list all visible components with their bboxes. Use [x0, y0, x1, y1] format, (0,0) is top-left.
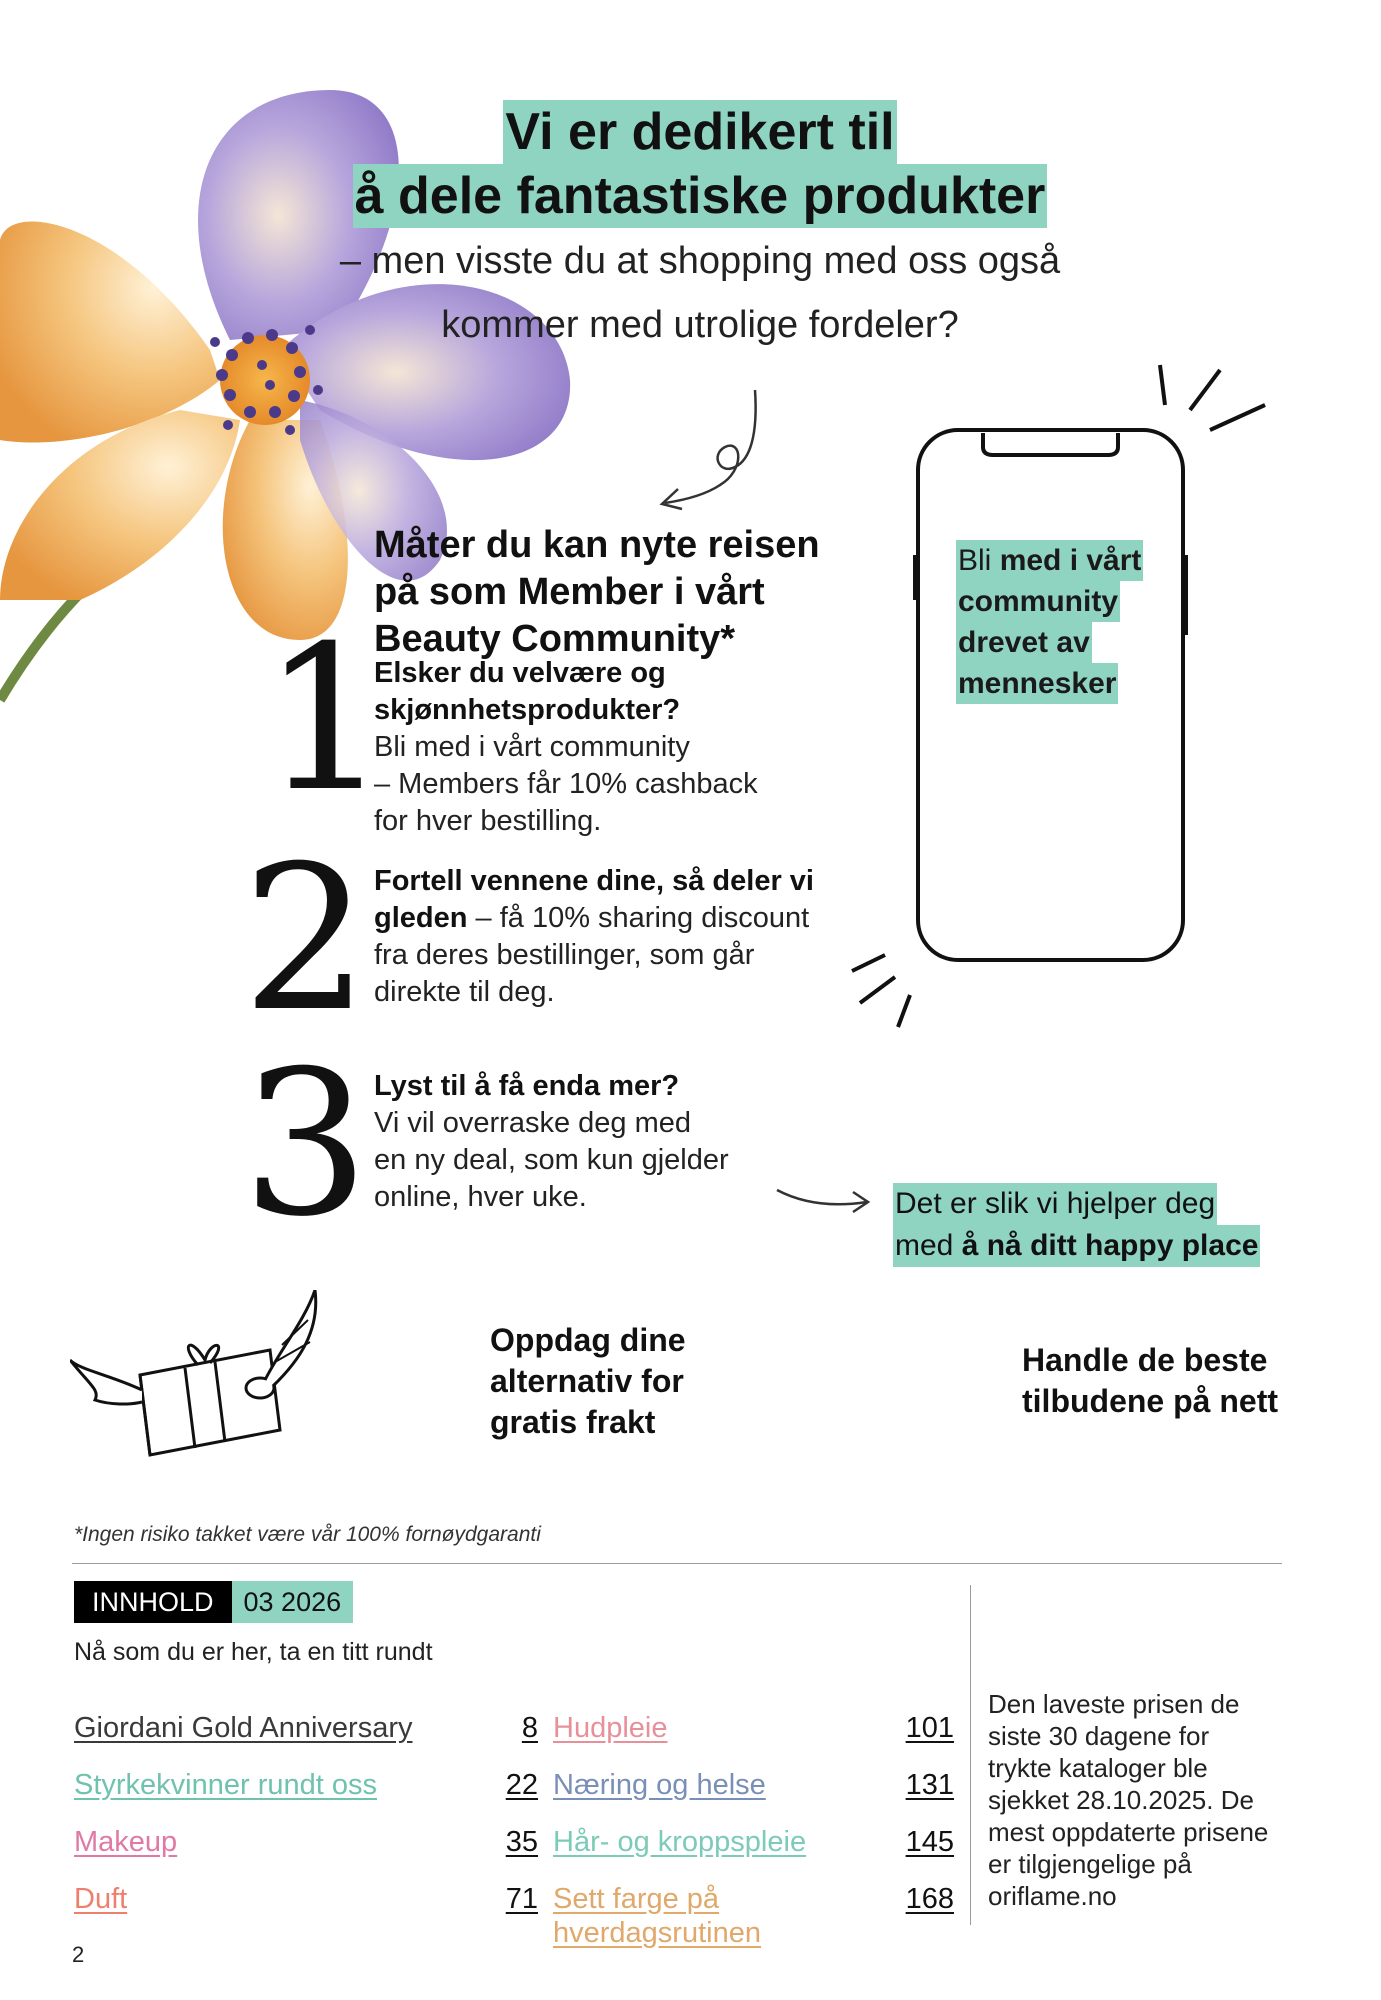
toc-link-styrkekvinner[interactable]: Styrkekvinner rundt oss	[74, 1769, 378, 1801]
toc-page-duft[interactable]: 71	[505, 1883, 538, 1915]
step-number-3: 3	[242, 1028, 370, 1261]
divider	[72, 1563, 1282, 1564]
step-1-heading: Elsker du velvære og skjønnhetsprodukter?	[374, 657, 681, 726]
step-1-line-1: Bli med i vårt community	[374, 731, 690, 763]
phone-text-line-4: mennesker	[956, 663, 1118, 704]
step-number-1: 1	[262, 603, 390, 836]
toc-page-styrkekvinner[interactable]: 22	[505, 1769, 538, 1801]
toc-tag: INNHOLD	[74, 1581, 232, 1623]
step-1-line-3: for hver bestilling.	[374, 805, 602, 837]
price-note: Den laveste prisen de siste 30 dagene for trykte kataloger ble sjekket 28.10.2025. De mest oppdaterte prisene er tilgjengelige på oriflame.no	[988, 1689, 1269, 1911]
step-2-heading-end: gleden	[374, 902, 468, 934]
toc-page-har[interactable]: 145	[905, 1826, 954, 1858]
happy-line-2-lite: med	[895, 1229, 962, 1262]
step-number-2: 2	[242, 823, 370, 1056]
toc-link-har[interactable]: Hår- og kroppspleie	[553, 1826, 807, 1858]
step-2-text	[374, 863, 844, 1011]
toc-link-duft[interactable]: Duft	[74, 1883, 128, 1915]
free-shipping-feature: Oppdag dine alternativ for gratis frakt	[490, 1322, 686, 1440]
step-3-line-1: Vi vil overraske deg med	[374, 1107, 692, 1139]
headline-sub-1: – men visste du at shopping med oss også	[339, 240, 1061, 282]
phone-text-lite: Bli	[958, 544, 1000, 577]
toc-link-naering[interactable]: Næring og helse	[553, 1769, 766, 1801]
toc-page-naering[interactable]: 131	[905, 1769, 954, 1801]
toc-page-sett-farge[interactable]: 168	[905, 1883, 954, 1915]
step-1-text	[374, 655, 844, 840]
step-2-heading: Fortell vennene dine, så deler vi	[374, 865, 814, 897]
step-1-line-2: – Members får 10% cashback	[374, 768, 758, 800]
step-3-heading: Lyst til å få enda mer?	[374, 1070, 680, 1102]
footnote: *Ingen risiko takket være vår 100% fornøydgaranti	[74, 1523, 541, 1546]
best-deals-feature: Handle de beste tilbudene på nett	[1022, 1342, 1278, 1419]
headline-sub-2: kommer med utrolige fordeler?	[441, 304, 959, 346]
toc-page-makeup[interactable]: 35	[505, 1826, 538, 1858]
toc-intro: Nå som du er her, ta en titt rundt	[74, 1638, 433, 1666]
phone-text-line-3: drevet av	[956, 622, 1092, 663]
step-3-line-3: online, hver uke.	[374, 1181, 587, 1213]
happy-place-callout	[893, 1183, 1260, 1267]
headline	[330, 100, 1070, 356]
toc-page-hudpleie[interactable]: 101	[905, 1712, 954, 1744]
headline-line-1: Vi er dedikert til	[503, 100, 896, 164]
happy-line-2-bold: å nå ditt happy place	[961, 1229, 1259, 1262]
step-3-text	[374, 1068, 844, 1216]
curly-arrow-icon	[650, 385, 770, 515]
arrow-right-icon	[775, 1180, 875, 1220]
journey-title: Måter du kan nyte reisen på som Member i vårt Beauty Community*	[374, 524, 820, 660]
page-number: 2	[72, 1942, 85, 1967]
toc-link-giordani[interactable]: Giordani Gold Anniversary	[74, 1712, 413, 1744]
phone-text-line-2: community	[956, 581, 1120, 622]
toc-page-giordani[interactable]: 8	[521, 1712, 538, 1744]
toc-link-hudpleie[interactable]: Hudpleie	[553, 1712, 668, 1744]
toc-link-sett-farge[interactable]: Sett farge på hverdagsrutinen	[553, 1883, 761, 1949]
phone-message	[956, 540, 1143, 704]
toc-header	[74, 1581, 353, 1623]
happy-line-1: Det er slik vi hjelper deg	[893, 1183, 1217, 1225]
step-3-line-2: en ny deal, som kun gjelder	[374, 1144, 729, 1176]
step-2-body: – få 10% sharing discount fra deres bestillinger, som går direkte til deg.	[374, 902, 810, 1008]
winged-gift-icon	[70, 1290, 330, 1465]
toc-link-makeup[interactable]: Makeup	[74, 1826, 178, 1858]
toc-issue: 03 2026	[232, 1581, 354, 1623]
vertical-divider	[970, 1585, 971, 1925]
headline-line-2: å dele fantastiske produkter	[353, 164, 1048, 228]
phone-text-line-1: med i vårt	[999, 544, 1142, 577]
